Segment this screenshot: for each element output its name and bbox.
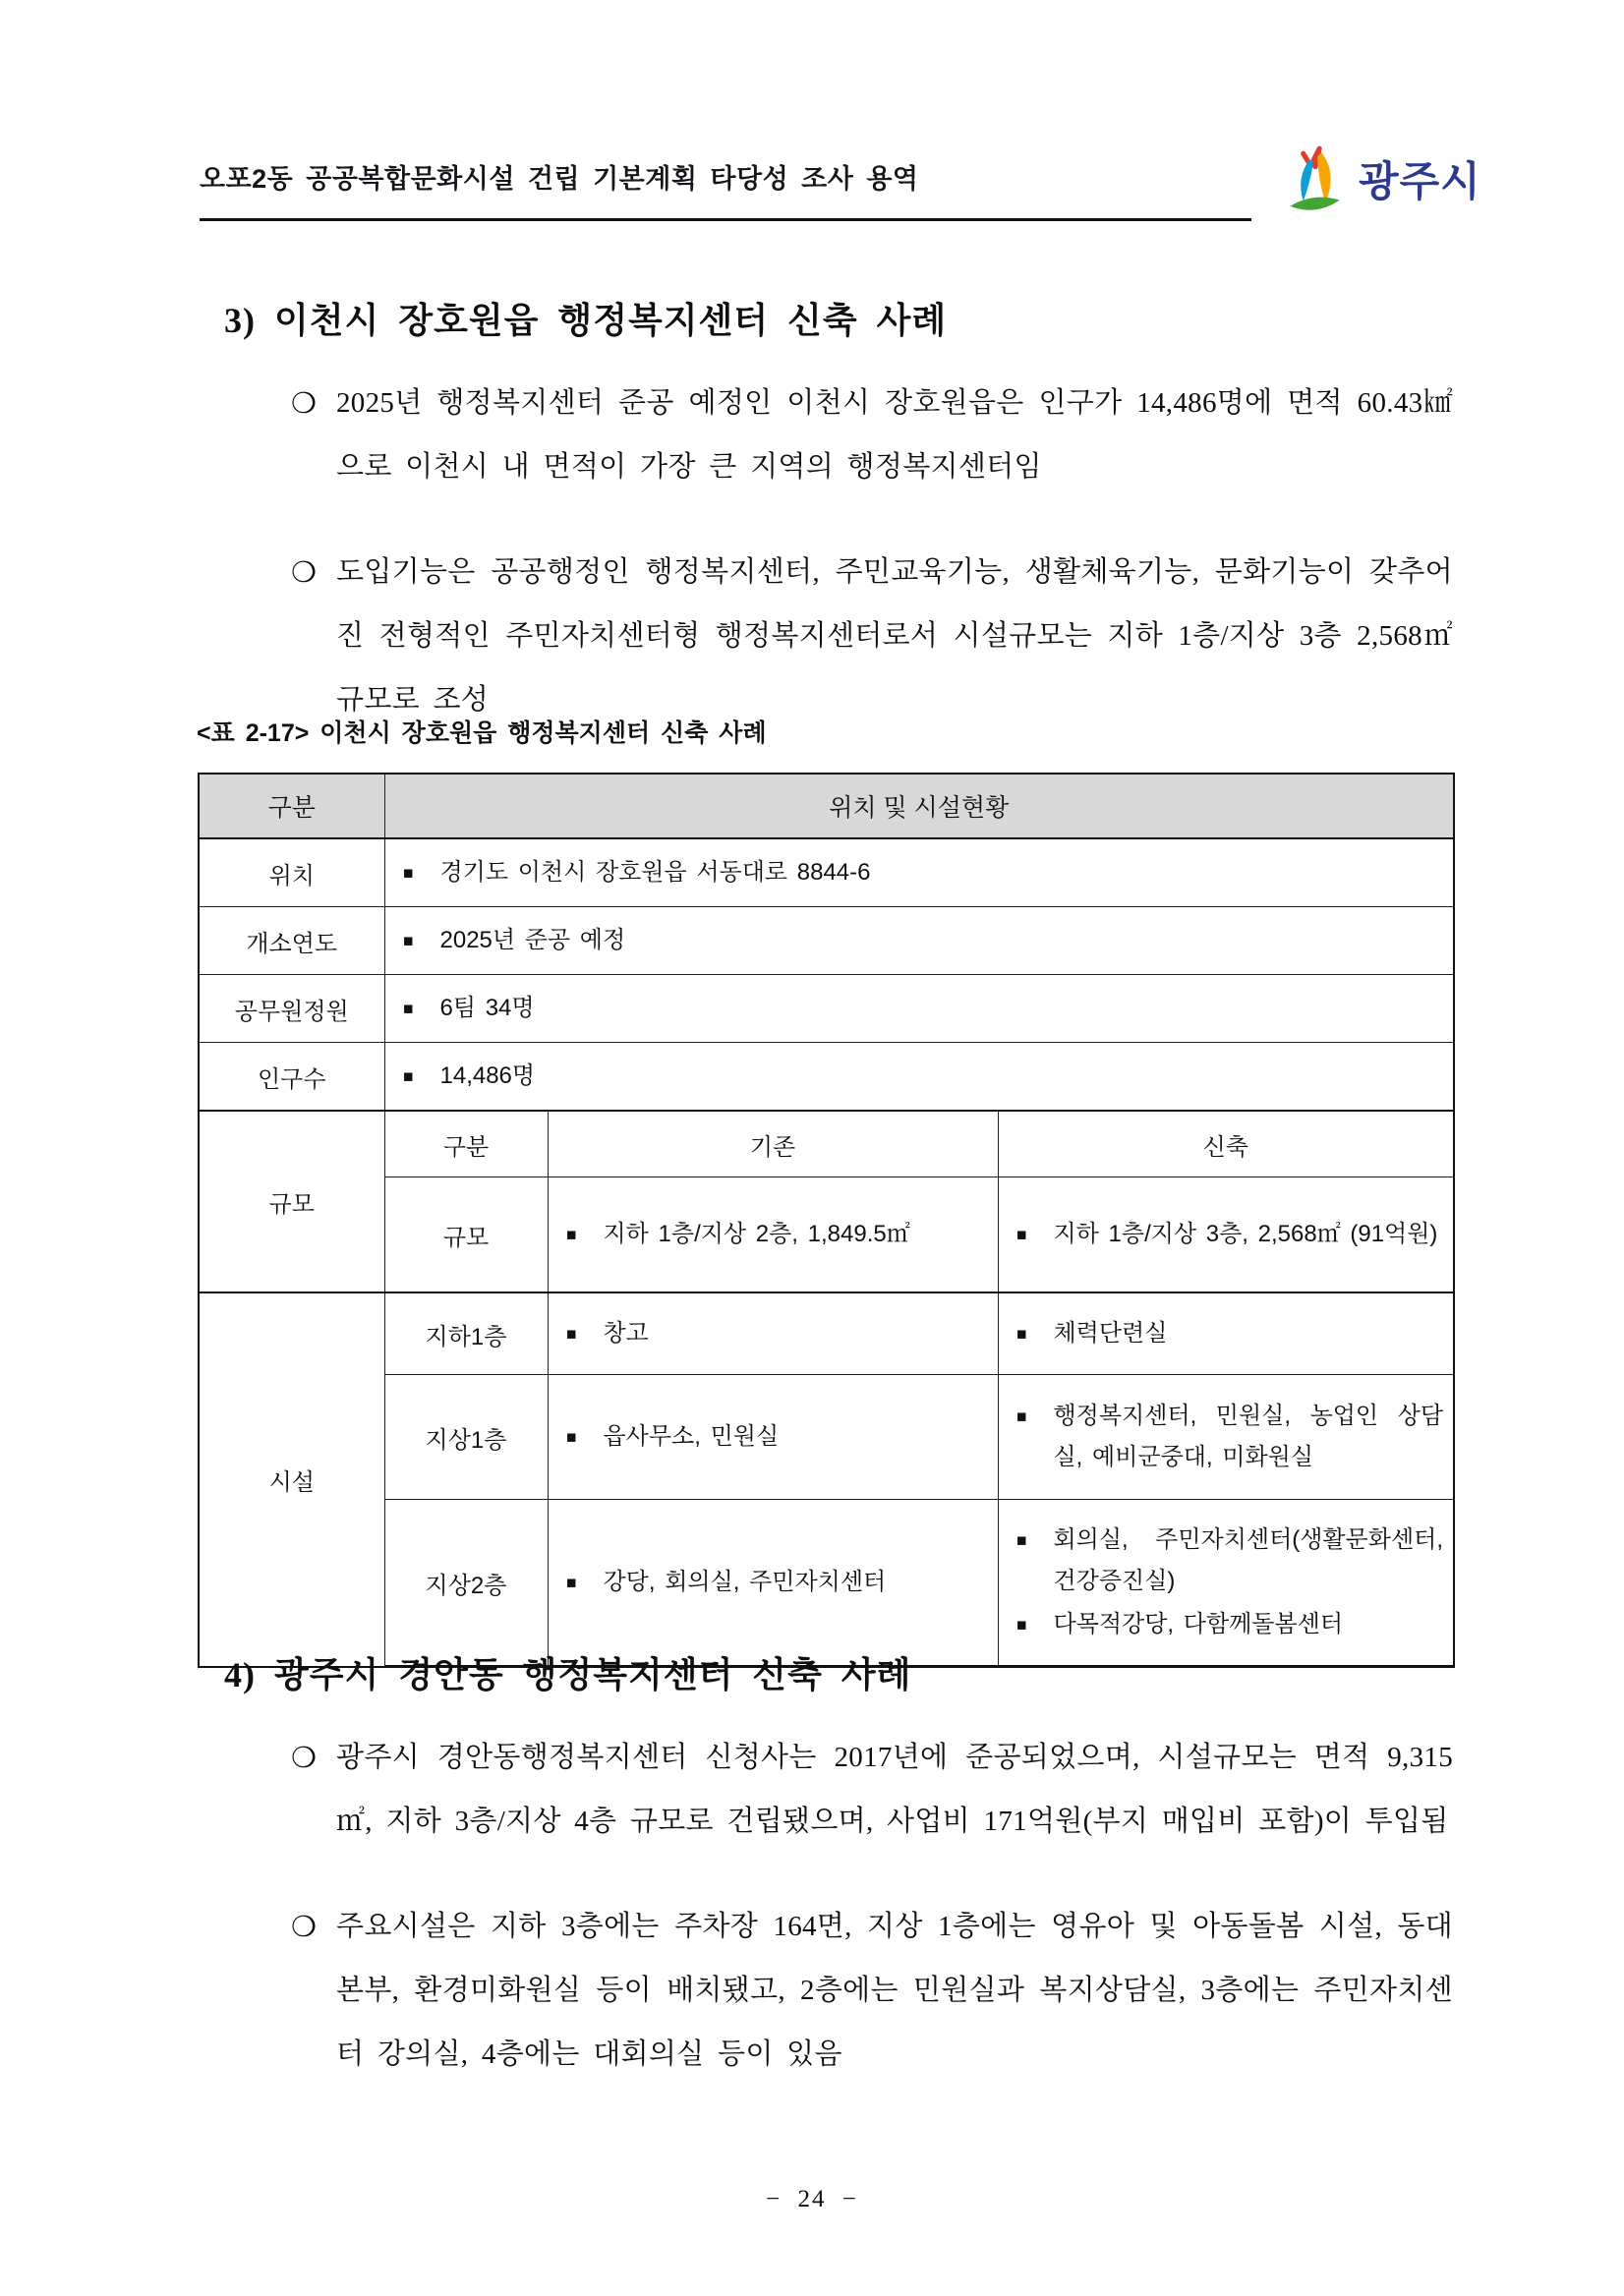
row-label: 위치 <box>199 838 384 907</box>
row-label: 인구수 <box>199 1043 384 1112</box>
row-value: ▪ 14,486명 <box>384 1043 1454 1112</box>
column-header: 위치 및 시설현황 <box>384 774 1454 838</box>
square-bullet-icon: ▪ <box>565 1427 578 1447</box>
table-row <box>199 907 1454 975</box>
row-label: 지하1층 <box>384 1292 548 1375</box>
square-bullet-icon: ▪ <box>402 999 415 1018</box>
section-4-title: 4) 광주시 경안동 행정복지센터 신축 사례 <box>224 1655 912 1694</box>
row-label: 지상2층 <box>384 1500 548 1667</box>
table-row <box>199 1292 1454 1375</box>
square-bullet-icon: ▪ <box>402 1066 415 1086</box>
square-bullet-icon: ▪ <box>1015 1406 1028 1426</box>
row-label: 규모 <box>384 1177 548 1293</box>
subcolumn-header: 구분 <box>384 1111 548 1177</box>
paragraph-text: 도입기능은 공공행정인 행정복지센터, 주민교육기능, 생활체육기능, 문화기능이 갖추어진 전형적인 주민자치센터형 행정복지센터로서 시설규모는 지하 1층/지상 3층 2,568㎡ 규모로 조성 <box>336 556 1453 716</box>
header-divider <box>200 218 1251 221</box>
page-number: − 24 − <box>766 2186 858 2212</box>
subcolumn-header: 기존 <box>548 1111 998 1177</box>
table-caption: <표 2-17> 이천시 장호원읍 행정복지센터 신축 사례 <box>197 719 767 747</box>
table-row <box>199 1375 1454 1500</box>
table-header-row <box>199 774 1454 838</box>
document-header-title: 오포2동 공공복합문화시설 건립 기본계획 타당성 조사 용역 <box>200 164 919 194</box>
section-4-bullets <box>291 1726 1453 2128</box>
subcolumn-header: 신축 <box>998 1111 1454 1177</box>
row-value: ▪ 경기도 이천시 장호원읍 서동대로 8844-6 <box>384 838 1454 907</box>
column-header: 구분 <box>199 774 384 838</box>
circle-bullet-icon: ❍ <box>291 555 317 589</box>
row-value: ▪ 2025년 준공 예정 <box>384 907 1454 975</box>
square-bullet-icon: ▪ <box>1015 1324 1028 1344</box>
table-row <box>199 1177 1454 1293</box>
gwangju-city-logo <box>1278 140 1504 218</box>
paragraph-text: 주요시설은 지하 3층에는 주차장 164면, 지상 1층에는 영유아 및 아동돌봄 시설, 동대본부, 환경미화원실 등이 배치됐고, 2층에는 민원실과 복지상담실, 3층에는 주민자치센터 강의실, 4층에는 대회의실 등이 있음 <box>336 1911 1453 2070</box>
paragraph-text: 2025년 행정복지센터 준공 예정인 이천시 장호원읍은 인구가 14,486명에 면적 60.43㎢으로 이천시 내 면적이 가장 큰 지역의 행정복지센터임 <box>336 387 1453 483</box>
existing-facility-cell: ▪ 읍사무소, 민원실 <box>548 1375 998 1500</box>
square-bullet-icon: ▪ <box>565 1225 578 1244</box>
group-label: 규모 <box>199 1111 384 1292</box>
square-bullet-icon: ▪ <box>565 1324 578 1344</box>
table-subheader-row <box>199 1111 1454 1177</box>
square-bullet-icon: ▪ <box>402 863 415 883</box>
group-label: 시설 <box>199 1292 384 1667</box>
new-facility-cell: ▪ 회의실, 주민자치센터(생활문화센터, 건강증진실) ▪ 다목적강당, 다함께돌봄센터 <box>998 1500 1454 1667</box>
list-item <box>291 541 1453 732</box>
gwangju-city-logo-icon <box>1278 142 1351 216</box>
row-label: 개소연도 <box>199 907 384 975</box>
square-bullet-icon: ▪ <box>1015 1225 1028 1244</box>
square-bullet-icon: ▪ <box>402 931 415 950</box>
table-row <box>199 975 1454 1043</box>
table-row <box>199 838 1454 907</box>
table-row <box>199 1043 1454 1112</box>
square-bullet-icon: ▪ <box>1015 1615 1028 1635</box>
new-scale-cell: ▪ 지하 1층/지상 3층, 2,568㎡ (91억원) <box>998 1177 1454 1293</box>
section-3-title: 3) 이천시 장호원읍 행정복지센터 신축 사례 <box>224 301 948 340</box>
existing-facility-cell: ▪ 창고 <box>548 1292 998 1375</box>
square-bullet-icon: ▪ <box>565 1573 578 1592</box>
row-value: ▪ 6팀 34명 <box>384 975 1454 1043</box>
case-study-table <box>198 773 1455 1668</box>
square-bullet-icon: ▪ <box>1015 1530 1028 1550</box>
list-item <box>291 1895 1453 2087</box>
circle-bullet-icon: ❍ <box>291 1741 317 1774</box>
existing-facility-cell: ▪ 강당, 회의실, 주민자치센터 <box>548 1500 998 1667</box>
circle-bullet-icon: ❍ <box>291 386 317 420</box>
existing-scale-cell: ▪ 지하 1층/지상 2층, 1,849.5㎡ <box>548 1177 998 1293</box>
new-facility-cell: ▪ 체력단련실 <box>998 1292 1454 1375</box>
row-label: 지상1층 <box>384 1375 548 1500</box>
list-item <box>291 1726 1453 1854</box>
list-item <box>291 372 1453 499</box>
new-facility-cell: ▪ 행정복지센터, 민원실, 농업인 상담실, 예비군중대, 미화원실 <box>998 1375 1454 1500</box>
circle-bullet-icon: ❍ <box>291 1910 317 1943</box>
table-row <box>199 1500 1454 1667</box>
paragraph-text: 광주시 경안동행정복지센터 신청사는 2017년에 준공되었으며, 시설규모는 면적 9,315㎡, 지하 3층/지상 4층 규모로 건립됐으며, 사업비 171억원(부지 매입비 포함)이 투입됨 <box>336 1742 1453 1837</box>
gwangju-city-logo-text: 광주시 <box>1359 158 1481 204</box>
row-label: 공무원정원 <box>199 975 384 1043</box>
